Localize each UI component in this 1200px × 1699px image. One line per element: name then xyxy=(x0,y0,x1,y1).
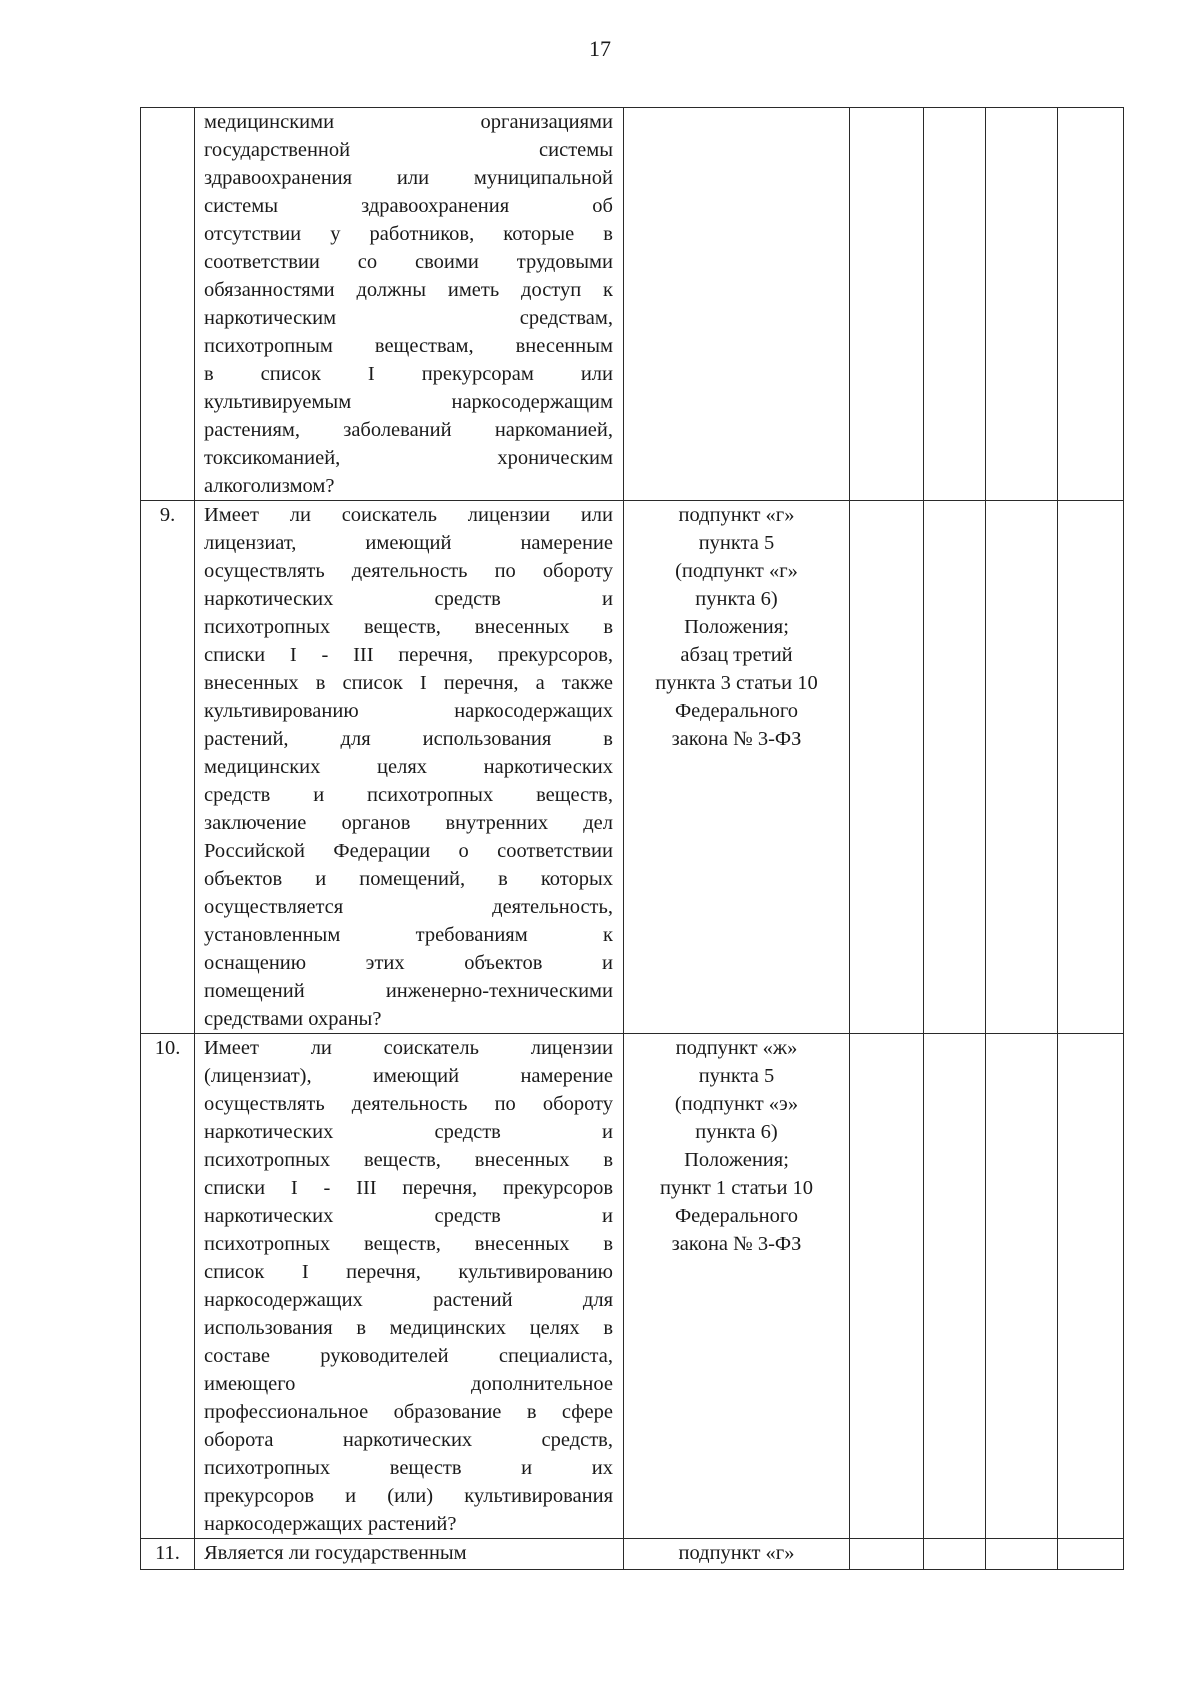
checklist-table xyxy=(140,107,1124,1570)
row-number-cell xyxy=(141,501,195,1034)
row-number: 9. xyxy=(159,504,176,526)
question-line: соответствии со своими трудовыми xyxy=(204,251,613,273)
question-line: государственной системы xyxy=(204,139,613,161)
reference-line: (подпункт «э» xyxy=(674,1093,799,1115)
reference-line: подпункт «ж» xyxy=(675,1037,798,1059)
question-cell xyxy=(195,1539,624,1570)
reference-line: пункта 5 xyxy=(698,1065,775,1087)
table-row xyxy=(141,108,1124,501)
question-line: объектов и помещений, в которых xyxy=(204,868,613,890)
row-number-cell xyxy=(141,1034,195,1539)
answer-cell-not-applicable xyxy=(986,1034,1058,1539)
question-line: наркосодержащих растений для xyxy=(204,1289,613,1311)
notes-cell xyxy=(1058,1034,1124,1539)
reference-line: Положения; xyxy=(684,616,789,638)
row-number: 11. xyxy=(155,1542,180,1564)
answer-cell-no xyxy=(924,108,986,501)
question-line: отсутствии у работников, которые в xyxy=(204,223,613,245)
question-line: алкоголизмом? xyxy=(204,475,335,497)
answer-cell-no xyxy=(924,1539,986,1570)
table-row xyxy=(141,1539,1124,1570)
reference-line: Федерального xyxy=(674,1205,799,1227)
notes-cell xyxy=(1058,108,1124,501)
answer-cell-no xyxy=(924,1034,986,1539)
reference-line: Федерального xyxy=(674,700,799,722)
question-line: Является ли государственным xyxy=(204,1542,467,1564)
question-line: профессиональное образование в сфере xyxy=(204,1401,613,1423)
question-cell xyxy=(195,501,624,1034)
question-line: обязанностями должны иметь доступ к xyxy=(204,279,613,301)
question-line: имеющего дополнительное xyxy=(204,1373,613,1395)
reference-line: (подпункт «г» xyxy=(675,560,798,582)
question-line: наркотических средств и xyxy=(204,1121,613,1143)
question-line: медицинских целях наркотических xyxy=(204,756,613,778)
question-line: помещений инженерно-техническими xyxy=(204,980,613,1002)
reference-line: абзац третий xyxy=(680,644,793,666)
reference-line: пункт 1 статьи 10 xyxy=(659,1177,814,1199)
question-line: токсикоманией, хроническим xyxy=(204,447,613,469)
reference-line: пункта 3 статьи 10 xyxy=(655,672,818,694)
reference-cell xyxy=(624,1034,850,1539)
answer-cell-yes xyxy=(850,501,924,1034)
question-line: лицензиат, имеющий намерение xyxy=(204,532,613,554)
question-line: психотропных веществ и их xyxy=(204,1457,613,1479)
answer-cell-yes xyxy=(850,1539,924,1570)
notes-cell xyxy=(1058,1539,1124,1570)
question-line: Имеет ли соискатель лицензии xyxy=(204,1037,613,1059)
question-line: культивированию наркосодержащих xyxy=(204,700,613,722)
table-row xyxy=(141,1034,1124,1539)
answer-cell-not-applicable xyxy=(986,1539,1058,1570)
question-line: здравоохранения или муниципальной xyxy=(204,167,613,189)
question-line: осуществлять деятельность по обороту xyxy=(204,560,613,582)
page-number: 17 xyxy=(589,36,611,61)
reference-line: подпункт «г» xyxy=(678,504,795,526)
question-line: Российской Федерации о соответствии xyxy=(204,840,613,862)
question-line: средств и психотропных веществ, xyxy=(204,784,613,806)
question-line: оснащению этих объектов и xyxy=(204,952,613,974)
question-line: заключение органов внутренних дел xyxy=(204,812,613,834)
reference-line: закона № 3-ФЗ xyxy=(671,1233,802,1255)
question-line: список I перечня, культивированию xyxy=(204,1261,613,1283)
reference-line: закона № 3-ФЗ xyxy=(671,728,802,750)
question-line: внесенных в список I перечня, а также xyxy=(204,672,613,694)
question-line: Имеет ли соискатель лицензии или xyxy=(204,504,613,526)
reference-line: пункта 5 xyxy=(698,532,775,554)
question-line: наркотическим средствам, xyxy=(204,307,613,329)
question-line: (лицензиат), имеющий намерение xyxy=(204,1065,613,1087)
question-line: наркосодержащих растений? xyxy=(204,1513,457,1535)
question-line: списки I - III перечня, прекурсоров xyxy=(204,1177,613,1199)
reference-cell xyxy=(624,108,850,501)
question-line: осуществлять деятельность по обороту xyxy=(204,1093,613,1115)
question-line: средствами охраны? xyxy=(204,1008,382,1030)
question-line: использования в медицинских целях в xyxy=(204,1317,613,1339)
reference-line: пункта 6) xyxy=(695,1121,778,1143)
question-line: прекурсоров и (или) культивирования xyxy=(204,1485,613,1507)
question-line: в список I прекурсорам или xyxy=(204,363,613,385)
table-row xyxy=(141,501,1124,1034)
question-line: составе руководителей специалиста, xyxy=(204,1345,613,1367)
reference-line: Положения; xyxy=(684,1149,789,1171)
question-line: оборота наркотических средств, xyxy=(204,1429,613,1451)
question-line: медицинскими организациями xyxy=(204,111,613,133)
answer-cell-no xyxy=(924,501,986,1034)
question-line: осуществляется деятельность, xyxy=(204,896,613,918)
answer-cell-yes xyxy=(850,1034,924,1539)
question-line: психотропных веществ, внесенных в xyxy=(204,1149,613,1171)
question-line: растений, для использования в xyxy=(204,728,613,750)
row-number-cell xyxy=(141,108,195,501)
question-line: установленным требованиям к xyxy=(204,924,613,946)
question-line: культивируемым наркосодержащим xyxy=(204,391,613,413)
reference-line: подпункт «г» xyxy=(678,1542,795,1564)
question-line: психотропных веществ, внесенных в xyxy=(204,1233,613,1255)
reference-cell xyxy=(624,1539,850,1570)
row-number-cell xyxy=(141,1539,195,1570)
question-line: наркотических средств и xyxy=(204,1205,613,1227)
question-line: психотропным веществам, внесенным xyxy=(204,335,613,357)
answer-cell-not-applicable xyxy=(986,108,1058,501)
question-line: наркотических средств и xyxy=(204,588,613,610)
reference-cell xyxy=(624,501,850,1034)
question-line: психотропных веществ, внесенных в xyxy=(204,616,613,638)
notes-cell xyxy=(1058,501,1124,1034)
question-line: списки I - III перечня, прекурсоров, xyxy=(204,644,613,666)
question-cell xyxy=(195,1034,624,1539)
question-line: растениям, заболеваний наркоманией, xyxy=(204,419,613,441)
question-line: системы здравоохранения об xyxy=(204,195,613,217)
reference-line: пункта 6) xyxy=(695,588,778,610)
answer-cell-yes xyxy=(850,108,924,501)
row-number: 10. xyxy=(154,1037,181,1059)
answer-cell-not-applicable xyxy=(986,501,1058,1034)
question-cell xyxy=(195,108,624,501)
